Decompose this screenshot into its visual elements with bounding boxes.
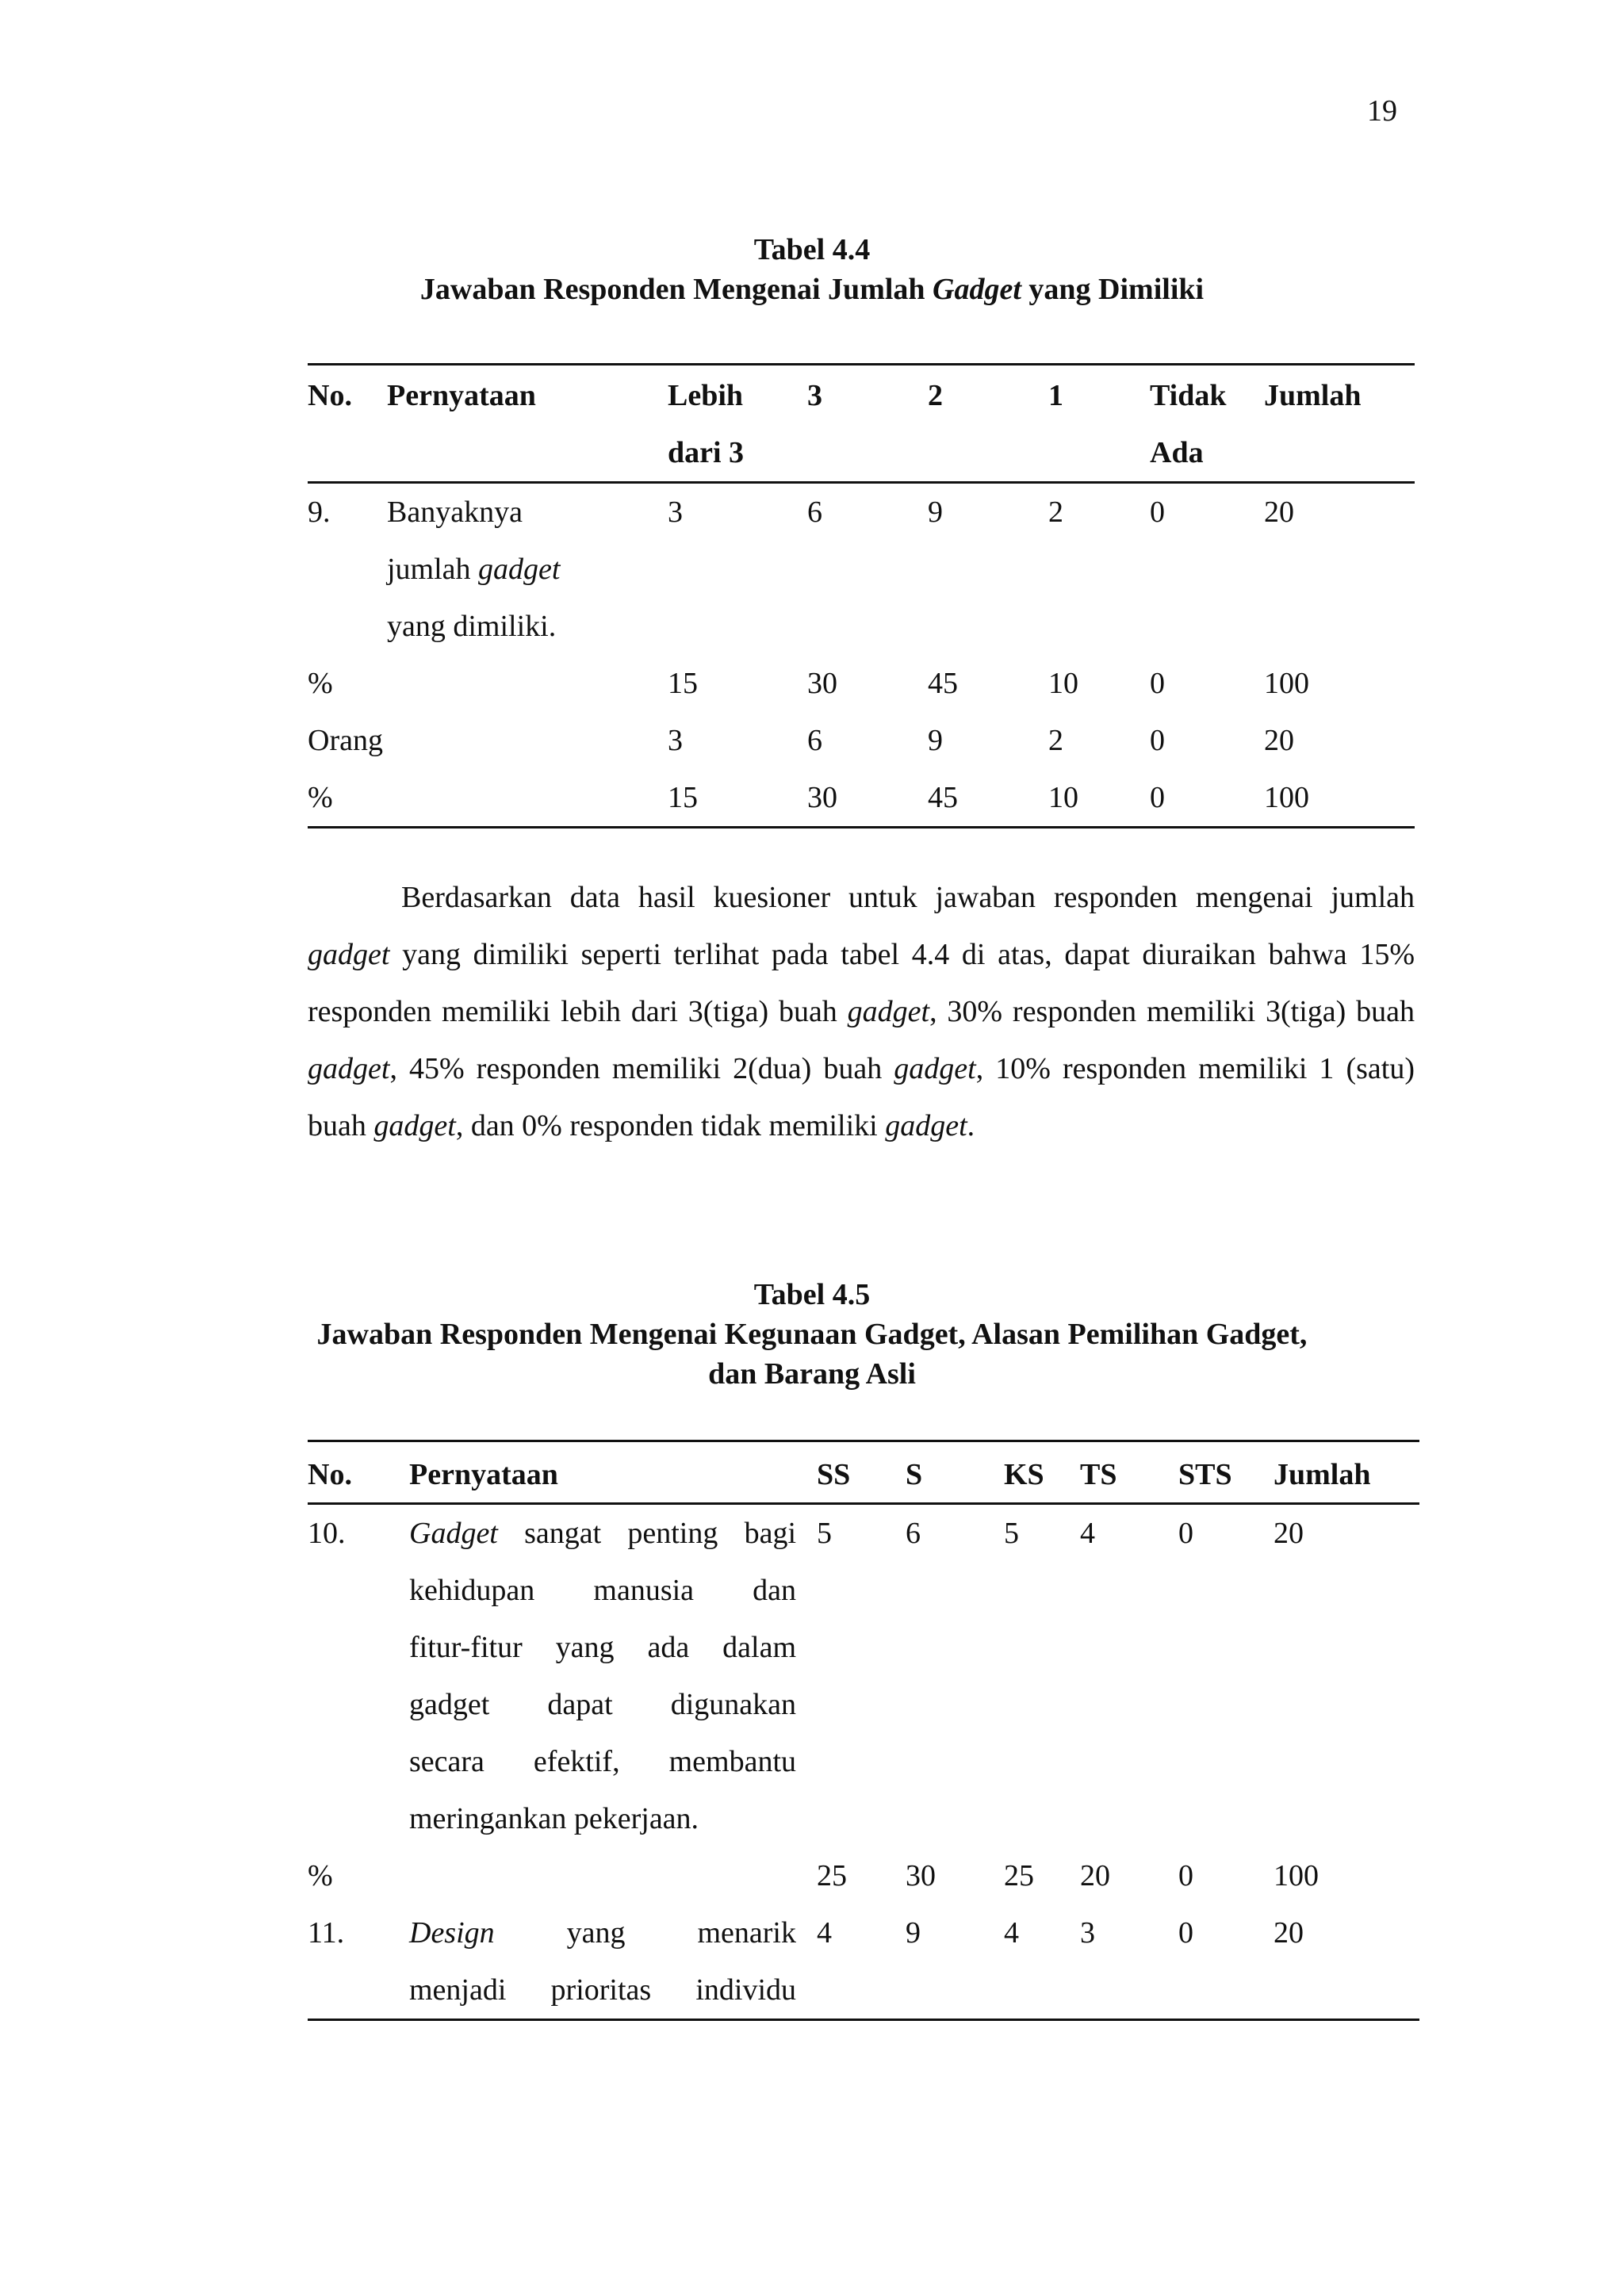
row-label: % [308,667,333,700]
cell-value: 9 [906,1916,921,1950]
cell-value: 3 [1080,1916,1095,1950]
cell-value: 100 [1264,781,1309,814]
row-label: % [308,781,333,814]
table-header-row [308,1441,1419,1504]
header-lebih-dari-3: Lebih dari 3 [668,379,745,469]
cell-value: 0 [1178,1859,1193,1892]
row-label: % [308,1859,333,1892]
cell-value: 20 [1274,1517,1304,1550]
cell-value: 0 [1150,667,1165,700]
header-s: S [906,1458,923,1491]
header-pernyataan: Pernyataan [387,379,536,412]
header-tidak-ada: Tidak Ada [1150,379,1227,469]
cell-value: 10 [1048,781,1078,814]
table-row [308,655,1415,712]
cell-value: 9 [928,496,943,529]
cell-value: 5 [1004,1517,1019,1550]
cell-value: 6 [807,496,822,529]
table-4-5 [308,1440,1419,2021]
cell-value: 3 [668,496,683,529]
table-row [308,769,1415,828]
cell-value: 6 [906,1517,921,1550]
table-row [308,483,1415,656]
row-statement: Banyaknya jumlah gadget yang dimiliki. [387,496,561,643]
cell-value: 6 [807,724,822,757]
header-no: No. [308,379,352,412]
header-jumlah: Jumlah [1264,379,1362,412]
header-ss: SS [817,1458,851,1491]
cell-value: 4 [1080,1517,1095,1550]
header-no: No. [308,1458,352,1491]
table-4-5-subtitle: Jawaban Responden Mengenai Kegunaan Gadget, Alasan Pemilihan Gadget, [316,1318,1308,1351]
table-4-5-subtitle-cont: dan Barang Asli [708,1357,916,1391]
cell-value: 2 [1048,724,1063,757]
cell-value: 0 [1150,496,1165,529]
row-number: 9. [308,496,331,529]
table-4-5-caption [0,1275,1624,1394]
cell-value: 0 [1178,1916,1193,1950]
cell-value: 15 [668,667,698,700]
table-row [308,1504,1419,1848]
row-statement: Design yang menarik menjadi prioritas individu [409,1916,796,2007]
cell-value: 4 [1004,1916,1019,1950]
table-row [308,1904,1419,2020]
header-1: 1 [1048,379,1063,412]
cell-value: 30 [807,781,837,814]
cell-value: 25 [817,1859,847,1892]
cell-value: 2 [1048,496,1063,529]
cell-value: 10 [1048,667,1078,700]
row-statement: Gadget sangat penting bagi kehidupan manusia dan fitur-fitur yang ada dalam gadget dapat digunakan secara efektif, membantu meringankan pekerjaan. [409,1517,796,1835]
row-label: Orang [308,724,383,757]
cell-value: 9 [928,724,943,757]
table-4-4-title: Tabel 4.4 [753,233,871,266]
cell-value: 30 [906,1859,936,1892]
cell-value: 100 [1274,1859,1319,1892]
cell-value: 4 [817,1916,832,1950]
table-row [308,1847,1419,1904]
cell-value: 45 [928,667,958,700]
header-3: 3 [807,379,822,412]
cell-value: 0 [1150,724,1165,757]
row-number: 10. [308,1517,346,1550]
cell-value: 0 [1150,781,1165,814]
table-4-4-caption [0,230,1624,309]
cell-value: 30 [807,667,837,700]
cell-value: 3 [668,724,683,757]
cell-value: 0 [1178,1517,1193,1550]
row-number: 11. [308,1916,345,1950]
page-number: 19 [1367,94,1397,128]
header-pernyataan: Pernyataan [409,1458,558,1491]
table-4-4 [308,363,1415,828]
table-row [308,712,1415,769]
header-2: 2 [928,379,943,412]
cell-value: 20 [1080,1859,1110,1892]
cell-value: 20 [1264,496,1294,529]
cell-value: 25 [1004,1859,1034,1892]
table-header-row [308,365,1415,483]
header-ts: TS [1080,1458,1117,1491]
header-ks: KS [1004,1458,1044,1491]
table-4-4-subtitle: Jawaban Responden Mengenai Jumlah Gadget yang Dimiliki [419,273,1205,306]
table-4-5-title: Tabel 4.5 [753,1278,871,1311]
body-paragraph: Berdasarkan data hasil kuesioner untuk jawaban responden mengenai jumlah gadget yang dimiliki seperti terlihat pada tabel 4.4 di atas, dapat diuraikan bahwa 15% responden memiliki lebih dari 3(tiga) buah gadget, 30% responden memiliki 3(tiga) buah gadget, 45% responden memiliki 2(dua) buah gadget, 10% responden memiliki 1 (satu) buah gadget, dan 0% responden tidak memiliki gadget. [308,881,1415,1142]
cell-value: 100 [1264,667,1309,700]
header-jumlah: Jumlah [1274,1458,1371,1491]
cell-value: 15 [668,781,698,814]
header-sts: STS [1178,1458,1232,1491]
cell-value: 45 [928,781,958,814]
cell-value: 5 [817,1517,832,1550]
cell-value: 20 [1264,724,1294,757]
cell-value: 20 [1274,1916,1304,1950]
